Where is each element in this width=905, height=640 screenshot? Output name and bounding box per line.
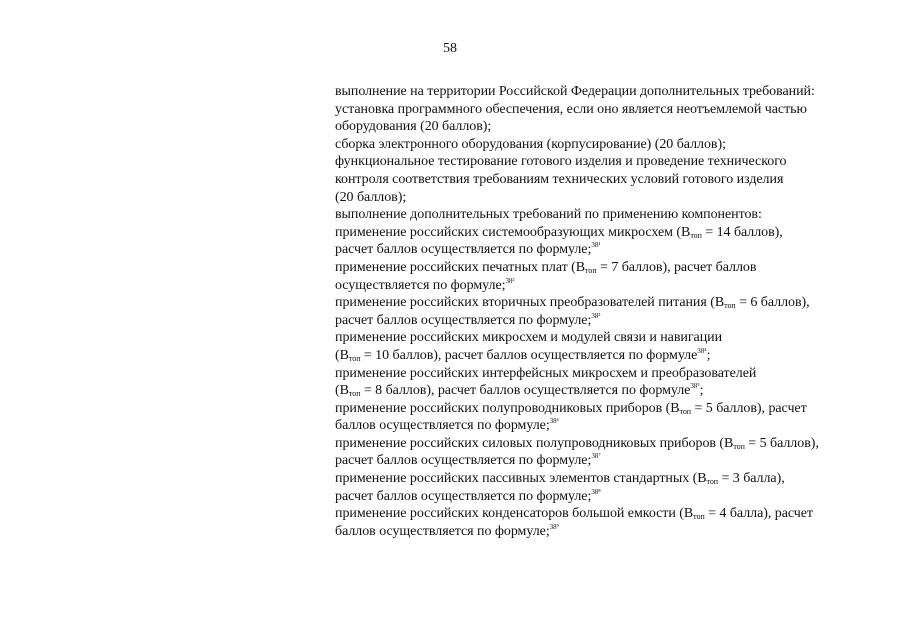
text-line [335, 400, 875, 418]
text-segment: баллов осуществляется по формуле [335, 523, 546, 539]
text-segment: баллов осуществляется по формуле [335, 418, 546, 434]
text-segment: применение российских интерфейсных микросхем и преобразователей [335, 365, 757, 381]
formula-reference: 38⁴ [697, 346, 707, 355]
text-segment: расчет баллов осуществляется по формуле [335, 488, 588, 504]
text-line [335, 435, 875, 453]
text-segment: ; [587, 488, 592, 504]
text-line [335, 505, 875, 523]
text-segment: ; [706, 347, 711, 363]
text-segment: = 7 баллов), расчет баллов [596, 259, 757, 275]
text-line [335, 136, 875, 154]
text-line [335, 153, 875, 171]
text-segment: = 8 баллов), расчет баллов осуществляется по формуле [360, 383, 691, 399]
text-segment: = 10 баллов), расчет баллов осуществляется по формуле [360, 347, 698, 363]
text-line [335, 241, 875, 259]
page-number: 58 [443, 41, 457, 56]
text-segment: (20 баллов); [335, 189, 407, 205]
text-line [335, 417, 875, 435]
text-line [335, 452, 875, 470]
text-segment: (В [335, 347, 349, 363]
text-line [335, 189, 875, 207]
subscript: топ [679, 406, 692, 416]
text-line [335, 523, 875, 541]
text-segment: оборудования (20 баллов); [335, 119, 492, 135]
text-segment: сборка электронного оборудования (корпусирование) (20 баллов); [335, 136, 726, 152]
text-segment: ; [587, 312, 592, 328]
formula-reference: 38⁷ [591, 452, 601, 461]
subscript: топ [348, 389, 361, 399]
text-line [335, 470, 875, 488]
text-segment: = 6 баллов), [735, 295, 810, 311]
text-segment: ; [545, 418, 550, 434]
formula-reference: 38⁹ [549, 522, 559, 531]
text-segment: ; [501, 277, 506, 293]
text-segment: = 4 балла), расчет [704, 506, 813, 522]
text-line [335, 277, 875, 295]
text-segment: применение российских микросхем и модулей связи и навигации [335, 330, 723, 346]
text-segment: применение российских пассивных элементов стандартных (В [335, 471, 707, 487]
text-line [335, 171, 875, 189]
formula-reference: 38⁵ [690, 382, 700, 391]
text-line [335, 294, 875, 312]
formula-reference: 38⁶ [549, 417, 559, 426]
text-segment: выполнение дополнительных требований по применению компонентов: [335, 207, 762, 223]
text-segment: применение российских печатных плат (В [335, 259, 586, 275]
text-segment: = 5 баллов), [744, 435, 819, 451]
text-line [335, 83, 875, 101]
text-line [335, 488, 875, 506]
subscript: топ [693, 512, 705, 522]
text-segment: применение российских системообразующих микросхем (В [335, 224, 691, 240]
formula-reference: 38⁸ [591, 487, 601, 496]
text-segment: контроля соответствия требованиям технических условий готового изделия [335, 171, 784, 187]
text-segment: применение российских вторичных преобразователей питания (В [335, 295, 725, 311]
text-segment: = 5 баллов), расчет [691, 400, 807, 416]
text-segment: выполнение на территории Российской Федерации дополнительных требований: [335, 84, 815, 99]
text-line [335, 329, 875, 347]
text-line [335, 382, 875, 400]
formula-reference: 38³ [591, 311, 601, 320]
text-line [335, 101, 875, 119]
text-line [335, 206, 875, 224]
text-line [335, 347, 875, 365]
text-line [335, 312, 875, 330]
subscript: топ [690, 230, 702, 240]
text-segment: применение российских полупроводниковых приборов (В [335, 400, 680, 416]
text-segment: функциональное тестирование готового изделия и проведение технического [335, 154, 787, 170]
body-text [335, 83, 875, 540]
subscript: топ [706, 477, 719, 487]
formula-reference: 38² [505, 276, 515, 285]
subscript: топ [733, 441, 745, 451]
text-segment: = 14 баллов), [701, 224, 783, 240]
text-segment: = 3 балла), [718, 471, 785, 487]
formula-reference: 38¹ [591, 241, 601, 250]
text-segment: расчет баллов осуществляется по формуле [335, 453, 588, 469]
text-line [335, 259, 875, 277]
subscript: топ [348, 353, 361, 363]
text-segment: осуществляется по формуле [335, 277, 502, 293]
text-segment: расчет баллов осуществляется по формуле [335, 242, 588, 258]
text-segment: ; [545, 523, 550, 539]
text-segment: применение российских силовых полупроводниковых приборов (В [335, 435, 734, 451]
text-segment: (В [335, 383, 349, 399]
text-segment: установка программного обеспечения, если оно является неотъемлемой частью [335, 101, 807, 117]
text-segment: ; [587, 242, 592, 258]
text-line [335, 365, 875, 383]
text-line [335, 224, 875, 242]
subscript: топ [724, 301, 736, 311]
text-segment: ; [699, 383, 704, 399]
subscript: топ [585, 265, 597, 275]
text-segment: ; [587, 453, 592, 469]
text-segment: расчет баллов осуществляется по формуле [335, 312, 588, 328]
text-line [335, 118, 875, 136]
text-segment: применение российских конденсаторов большой емкости (В [335, 506, 694, 522]
